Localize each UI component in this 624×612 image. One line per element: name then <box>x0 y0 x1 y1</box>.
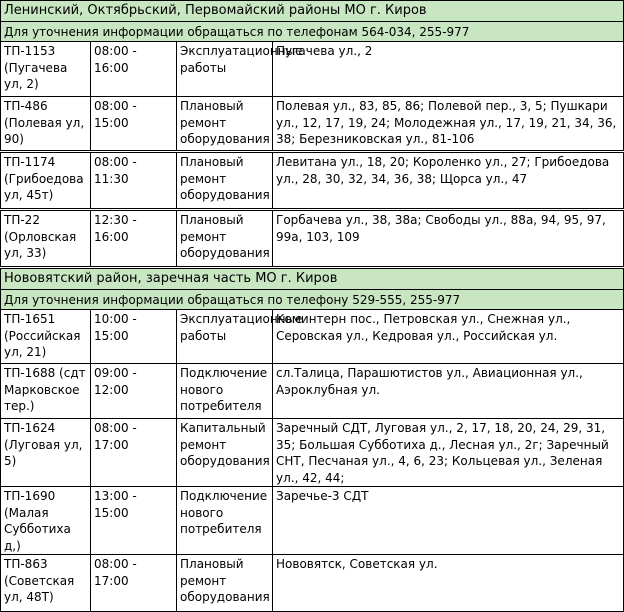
work-type-cell: Эксплуатационные работы <box>177 42 273 97</box>
work-type-cell: Подключение нового потребителя <box>177 364 273 419</box>
table-row <box>1 210 624 268</box>
work-type-cell: Плановый ремонт оборудования <box>177 97 273 152</box>
time-cell: 09:00 - 12:00 <box>91 364 177 419</box>
section-title-row <box>1 1 624 22</box>
time-cell: 10:00 - 15:00 <box>91 310 177 364</box>
table-row <box>1 487 624 555</box>
time-cell: 13:00 - 15:00 <box>91 487 177 555</box>
substation-cell: ТП-486 (Полевая ул, 90) <box>1 97 91 152</box>
section-phones-row <box>1 21 624 42</box>
work-type-cell: Плановый ремонт оборудования <box>177 152 273 210</box>
work-type-cell: Эксплуатационные работы <box>177 310 273 364</box>
table-row <box>1 97 624 152</box>
substation-cell: ТП-22 (Орловская ул, 33) <box>1 210 91 268</box>
substation-cell: ТП-863 (Советская ул, 48Т) <box>1 555 91 612</box>
table-row <box>1 152 624 210</box>
streets-cell: Левитана ул., 18, 20; Короленко ул., 27; Грибоедова ул., 28, 30, 32, 34, 36, 38; Щорса ул., 47 <box>273 152 624 210</box>
streets-cell: Заречье-3 СДТ <box>273 487 624 555</box>
work-type-cell: Плановый ремонт оборудования <box>177 555 273 612</box>
work-type-cell: Подключение нового потребителя <box>177 487 273 555</box>
table-row <box>1 42 624 97</box>
time-cell: 08:00 - 15:00 <box>91 97 177 152</box>
time-cell: 08:00 - 11:30 <box>91 152 177 210</box>
table-row <box>1 419 624 487</box>
streets-cell: Коминтерн пос., Петровская ул., Снежная ул., Серовская ул., Кедровая ул., Российская ул. <box>273 310 624 364</box>
section-title: Нововятский район, заречная часть МО г. Киров <box>1 268 624 290</box>
section-phones: Для уточнения информации обращаться по телефонам 564-034, 255-977 <box>1 21 624 42</box>
work-type-cell: Плановый ремонт оборудования <box>177 210 273 268</box>
substation-cell: ТП-1651 (Российская ул, 21) <box>1 310 91 364</box>
section-title-row <box>1 268 624 290</box>
substation-cell: ТП-1153 (Пугачева ул, 2) <box>1 42 91 97</box>
section-title: Ленинский, Октябрьский, Первомайский районы МО г. Киров <box>1 1 624 22</box>
streets-cell: Нововятск, Советская ул. <box>273 555 624 612</box>
table-row <box>1 555 624 612</box>
streets-cell: Горбачева ул., 38, 38а; Свободы ул., 88а, 94, 95, 97, 99а, 103, 109 <box>273 210 624 268</box>
table-row <box>1 310 624 364</box>
section-phones: Для уточнения информации обращаться по телефону 529-555, 255-977 <box>1 289 624 310</box>
streets-cell: Заречный СДТ, Луговая ул., 2, 17, 18, 20, 24, 29, 31, 35; Большая Субботиха д., Лесная ул., 2г; Заречный СНТ, Песчаная ул., 4, 6, 23; Кольцевая ул., Зеленая ул., 42, 44; <box>273 419 624 487</box>
streets-cell: Полевая ул., 83, 85, 86; Полевой пер., 3, 5; Пушкари ул., 12, 17, 19, 24; Молодежная ул., 17, 19, 21, 34, 36, 38; Березниковская ул., 81-106 <box>273 97 624 152</box>
substation-cell: ТП-1690 (Малая Субботиха д,) <box>1 487 91 555</box>
substation-cell: ТП-1624 (Луговая ул, 5) <box>1 419 91 487</box>
streets-cell: Пугачева ул., 2 <box>273 42 624 97</box>
table-row <box>1 364 624 419</box>
section-phones-row <box>1 289 624 310</box>
time-cell: 08:00 - 17:00 <box>91 419 177 487</box>
time-cell: 12:30 - 16:00 <box>91 210 177 268</box>
substation-cell: ТП-1688 (сдт Марковское тер.) <box>1 364 91 419</box>
streets-cell: сл.Талица, Парашютистов ул., Авиационная ул., Аэроклубная ул. <box>273 364 624 419</box>
work-type-cell: Капитальный ремонт оборудования <box>177 419 273 487</box>
substation-cell: ТП-1174 (Грибоедова ул, 45т) <box>1 152 91 210</box>
time-cell: 08:00 - 16:00 <box>91 42 177 97</box>
time-cell: 08:00 - 17:00 <box>91 555 177 612</box>
